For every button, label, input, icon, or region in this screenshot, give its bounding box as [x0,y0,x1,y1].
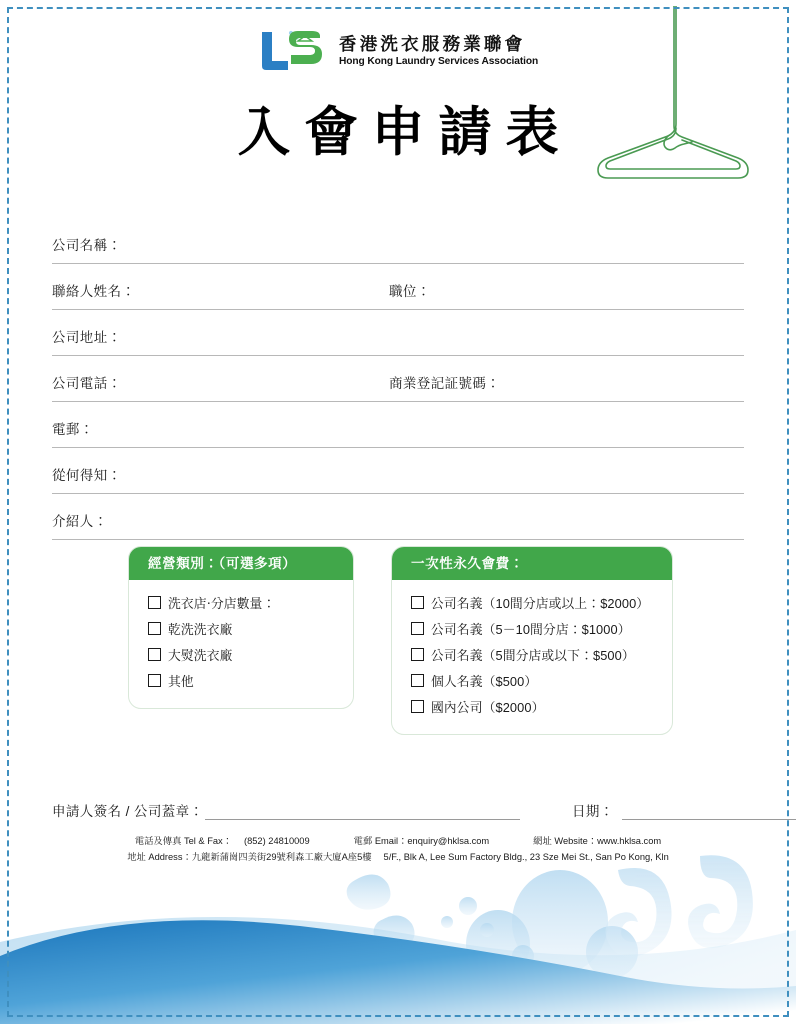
label-email: 電郵 Email： [353,836,408,846]
option-press-factory[interactable] [148,641,353,667]
checkbox-icon[interactable] [148,622,161,635]
membership-fee-options [392,580,672,719]
form-fields [52,218,744,540]
form-header [0,0,796,210]
option-label: 公司名義（5－10間分店：$1000） [431,621,631,637]
label-company-name: 公司名稱： [52,238,122,253]
field-row-referral-source[interactable] [52,448,744,494]
contact-line-address [0,850,796,866]
checkbox-icon[interactable] [411,648,424,661]
membership-fee-box [391,546,673,735]
association-name-text [339,33,544,67]
contact-line-primary [0,834,796,850]
laundry-ls-logo-icon [258,28,330,74]
option-label: 公司名義（10間分店或以上：$2000） [431,595,650,611]
option-company-10plus[interactable] [411,589,672,615]
option-boxes [128,546,673,741]
field-row-contact-person[interactable] [52,264,744,310]
field-row-introducer[interactable] [52,494,744,540]
field-row-email[interactable] [52,402,744,448]
label-company-phone: 公司電話： [52,376,122,391]
membership-fee-heading: 一次性永久會費： [392,547,672,580]
label-position: 職位： [389,284,431,299]
value-phone: (852) 24810009 [244,836,310,846]
value-email[interactable]: enquiry@hklsa.com [407,836,490,846]
applicant-signature-input[interactable] [205,819,520,820]
date-input[interactable] [622,819,796,820]
label-company-address: 公司地址： [52,330,122,345]
label-email: 電郵： [52,422,94,437]
option-company-5orless[interactable] [411,641,672,667]
label-address: 地址 Address： [127,851,192,862]
checkbox-icon[interactable] [411,674,424,687]
option-label: 個人名義（$500） [431,673,538,689]
option-label: 洗衣店‧分店數量： [168,595,276,611]
value-website[interactable]: www.hklsa.com [597,836,662,846]
option-label: 國內公司（$2000） [431,699,545,715]
association-logo-block [258,28,544,74]
checkbox-icon[interactable] [411,596,424,609]
business-type-options [129,580,353,693]
label-applicant-signature: 申請人簽名 / 公司蓋章： [52,804,204,819]
option-individual[interactable] [411,667,672,693]
checkbox-icon[interactable] [148,674,161,687]
option-label: 乾洗洗衣廠 [168,621,233,637]
clothes-hanger-icon [572,6,772,206]
option-other[interactable] [148,667,353,693]
option-laundry-shop[interactable] [148,589,353,615]
field-row-company-address[interactable] [52,310,744,356]
signature-row [52,798,744,822]
label-website: 網址 Website： [533,836,598,846]
checkbox-icon[interactable] [148,596,161,609]
label-referral-source: 從何得知： [52,468,122,483]
label-phone: 電話及傳真 Tel & Fax： [134,836,232,846]
field-row-company-name[interactable] [52,218,744,264]
label-business-registration-number: 商業登記証號碼： [389,376,501,391]
contact-footer [0,834,796,865]
business-type-heading: 經營類別：（可選多項） [129,547,353,580]
checkbox-icon[interactable] [411,700,424,713]
association-name-en: Hong Kong Laundry Services Association [339,55,539,67]
option-dry-clean-factory[interactable] [148,615,353,641]
business-type-box [128,546,354,709]
option-company-5to10[interactable] [411,615,672,641]
association-name-zh: 香港洗衣服務業聯會 [339,33,526,54]
value-address-zh: 九龍新蒲崗四美街29號利森工廠大廈A座5樓 [191,851,372,862]
checkbox-icon[interactable] [148,648,161,661]
option-label: 公司名義（5間分店或以下：$500） [431,647,635,663]
label-date: 日期： [572,804,614,819]
value-address-en: 5/F., Blk A, Lee Sum Factory Bldg., 23 Sze Mei St., San Po Kong, Kln [383,851,669,862]
option-mainland-company[interactable] [411,693,672,719]
option-label: 其他 [168,673,194,689]
page-title: 入會申請表 [237,102,573,163]
label-introducer: 介紹人： [52,514,108,529]
label-contact-person: 聯絡人姓名： [52,284,136,299]
option-label: 大熨洗衣廠 [168,647,233,663]
field-row-company-phone[interactable] [52,356,744,402]
checkbox-icon[interactable] [411,622,424,635]
